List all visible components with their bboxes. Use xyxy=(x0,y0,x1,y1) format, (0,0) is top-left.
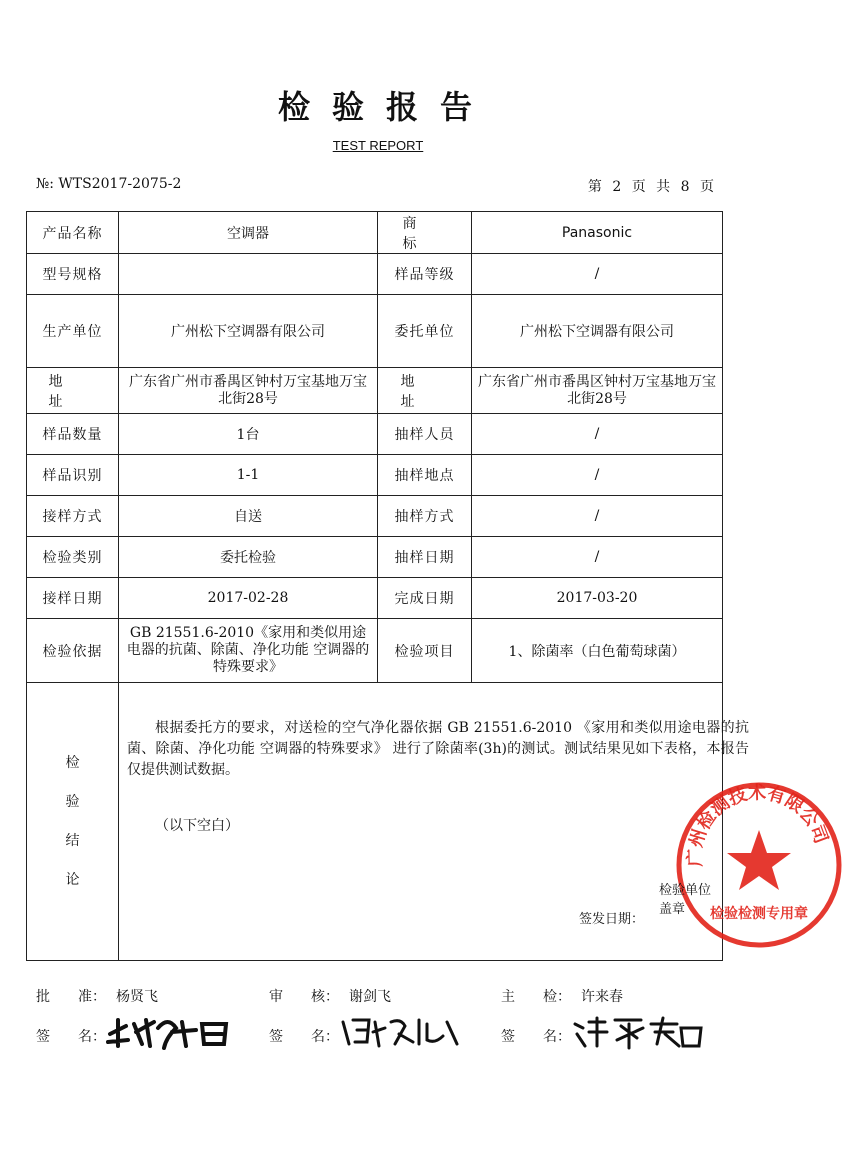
label-address xyxy=(27,368,119,414)
conclusion-text: 根据委托方的要求，对送检的空气净化器依据 GB 21551.6-2010 《家用和类似用途电器的抗菌、除菌、净化功能 空调器的特殊要求》 进行了除菌率(3h)的测试。测试结果见如下表格，本报告仅提供测试数据。 xyxy=(127,720,749,778)
value-sampler: / xyxy=(472,414,723,455)
label-quantity: 样品数量 xyxy=(27,414,119,455)
value-finish-date: 2017-03-20 xyxy=(472,578,723,619)
value-sampling-place: / xyxy=(472,455,723,496)
label-receive-method: 接样方式 xyxy=(27,496,119,537)
seal-text: 广州检测技术有限公司 xyxy=(684,782,832,867)
value-client-address: 广东省广州市番禺区钟村万宝基地万宝北街28号 xyxy=(472,368,723,414)
report-table xyxy=(26,211,832,961)
value-address: 广东省广州市番禺区钟村万宝基地万宝北街28号 xyxy=(119,368,378,414)
label-address-text: 地址 xyxy=(48,373,97,410)
label-items: 检验项目 xyxy=(378,619,472,683)
label-product-name: 产品名称 xyxy=(27,212,119,254)
main-name: 许来春 xyxy=(581,989,623,1005)
conclusion-label-char-3: 结 xyxy=(65,832,80,849)
value-model xyxy=(119,254,378,295)
label-client: 委托单位 xyxy=(378,295,472,368)
report-number: №: WTS2017-2075-2 xyxy=(36,176,182,192)
conclusion-label-char-1: 检 xyxy=(65,754,80,771)
label-sampling-date: 抽样日期 xyxy=(378,537,472,578)
label-grade: 样品等级 xyxy=(378,254,472,295)
sign-label-1: 签 名： xyxy=(36,1029,106,1045)
label-manufacturer: 生产单位 xyxy=(27,295,119,368)
value-sampling-method: / xyxy=(472,496,723,537)
seal-label: 检验单位盖章 xyxy=(659,883,712,917)
signature-1-image xyxy=(106,1014,236,1050)
sign-label-2: 签 名： xyxy=(269,1029,339,1045)
page-info: 第 2 页 共 8 页 xyxy=(587,179,714,195)
label-sampling-method: 抽样方式 xyxy=(378,496,472,537)
label-brand xyxy=(378,212,472,254)
label-finish-date: 完成日期 xyxy=(378,578,472,619)
value-product-name: 空调器 xyxy=(119,212,378,254)
label-basis: 检验依据 xyxy=(27,619,119,683)
approve-label: 批 准： xyxy=(36,989,106,1005)
label-client-address-text: 地址 xyxy=(400,373,449,410)
report-subtitle: TEST REPORT xyxy=(332,138,424,153)
value-quantity: 1台 xyxy=(119,414,378,455)
conclusion-label xyxy=(27,683,119,961)
value-items: 1、除菌率（白色葡萄球菌） xyxy=(472,619,723,683)
report-title: 检验报告 xyxy=(277,88,494,126)
review-name: 谢剑飞 xyxy=(349,989,391,1005)
seal-sub: 检验检测专用章 xyxy=(710,906,808,922)
value-receive-method: 自送 xyxy=(119,496,378,537)
label-client-address xyxy=(378,368,472,414)
label-sampler: 抽样人员 xyxy=(378,414,472,455)
value-manufacturer: 广州松下空调器有限公司 xyxy=(119,295,378,368)
label-test-type: 检验类别 xyxy=(27,537,119,578)
approve-name: 杨贤飞 xyxy=(116,989,158,1005)
value-grade: / xyxy=(472,254,723,295)
conclusion-label-char-2: 验 xyxy=(65,793,80,810)
value-test-type: 委托检验 xyxy=(119,537,378,578)
signature-3-image xyxy=(571,1014,711,1050)
issue-date: 签发日期： xyxy=(579,912,645,927)
label-sampling-place: 抽样地点 xyxy=(378,455,472,496)
label-model: 型号规格 xyxy=(27,254,119,295)
main-label: 主 检： xyxy=(501,989,571,1005)
value-receive-date: 2017-02-28 xyxy=(119,578,378,619)
sign-label-3: 签 名： xyxy=(501,1029,571,1045)
signature-2-image xyxy=(339,1014,469,1050)
conclusion-body xyxy=(119,683,832,961)
value-basis: GB 21551.6-2010《家用和类似用途电器的抗菌、除菌、净化功能 空调器的特殊要求》 xyxy=(119,619,378,683)
label-receive-date: 接样日期 xyxy=(27,578,119,619)
value-sample-id: 1-1 xyxy=(119,455,378,496)
value-client: 广州松下空调器有限公司 xyxy=(472,295,723,368)
value-sampling-date: / xyxy=(472,537,723,578)
value-brand: Panasonic xyxy=(472,212,723,254)
review-label: 审 核： xyxy=(269,989,339,1005)
label-brand-text: 商标 xyxy=(402,215,447,252)
official-seal xyxy=(674,780,844,950)
conclusion-label-char-4: 论 xyxy=(65,871,80,888)
label-sample-id: 样品识别 xyxy=(27,455,119,496)
blank-note: （以下空白） xyxy=(155,818,239,834)
